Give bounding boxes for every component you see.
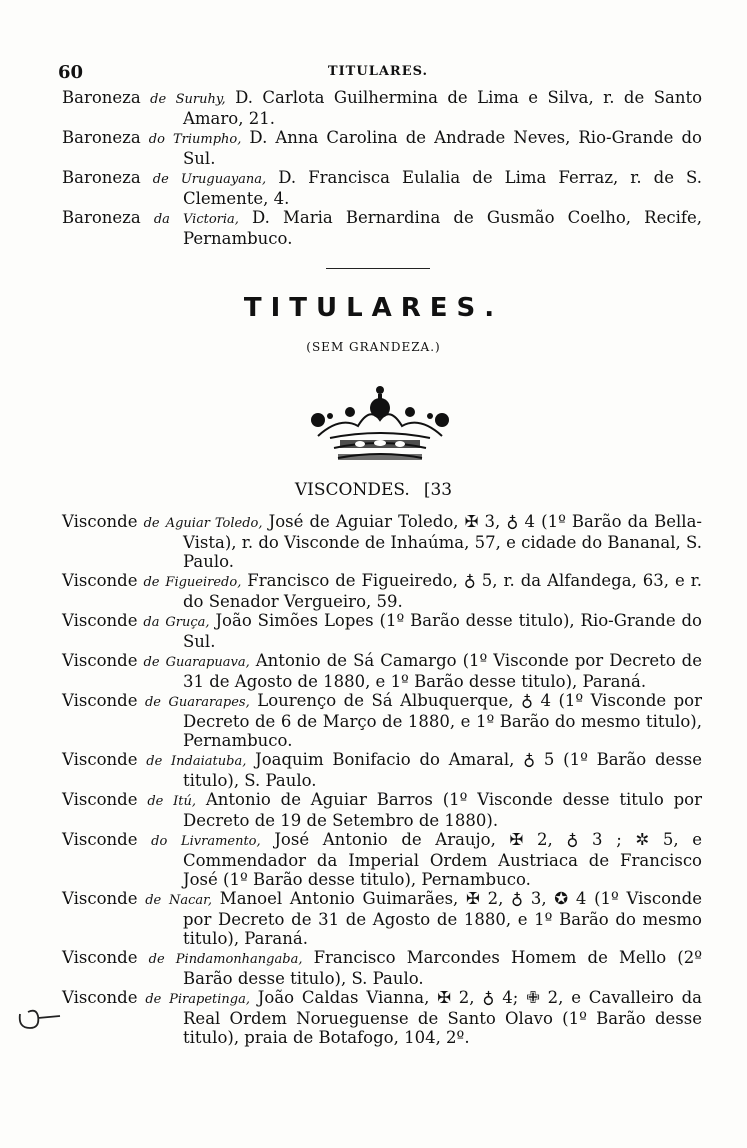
entry-lead: Visconde <box>62 691 138 710</box>
entry-lead: Visconde <box>62 651 138 670</box>
baroneza-list <box>62 88 702 248</box>
entry-text: Francisco Marcondes Homem de Mello (2º Barão desse titulo), S. Paulo. <box>183 948 702 988</box>
entry-item <box>62 208 702 248</box>
entry-item <box>62 611 702 651</box>
entry-lead: Visconde <box>62 830 138 849</box>
entry-item <box>62 651 702 691</box>
entry-item <box>62 691 702 750</box>
entry-title-name: Pindamonhangaba, <box>175 952 303 967</box>
handwritten-pointer-mark <box>16 1006 62 1036</box>
entry-text: Antonio de Aguiar Barros (1º Visconde desse titulo por Decreto de 19 de Setembro de 1880). <box>183 790 702 830</box>
section-divider <box>326 268 430 269</box>
entry-title-name: Livramento, <box>180 834 261 849</box>
running-title: TITULARES. <box>327 64 429 79</box>
entry-preposition: de <box>147 794 164 809</box>
entry-title-name: Guararapes, <box>168 695 250 710</box>
entry-item <box>62 948 702 988</box>
entry-lead: Visconde <box>62 790 138 809</box>
entry-preposition: de <box>143 655 160 670</box>
entry-preposition: do <box>148 132 165 147</box>
entry-preposition: de <box>144 695 161 710</box>
entry-title-name: Triumpho, <box>172 132 242 147</box>
entry-text: Manoel Antonio Guimarães, ✠ 2, ♁ 3, ✪ 4 (1º Visconde por Decreto de 31 de Agosto de 1880, e 1º Barão do mesmo titulo), Paraná. <box>183 889 703 948</box>
entry-preposition: da <box>153 212 170 227</box>
entry-item <box>62 571 702 611</box>
entry-title-name: Guarapuava, <box>165 655 250 670</box>
entry-text: Francisco de Figueiredo, ♁ 5, r. da Alfandega, 63, e r. do Senador Vergueiro, 59. <box>183 571 702 611</box>
entry-preposition: de <box>145 893 162 908</box>
entry-preposition: de <box>143 516 160 531</box>
viscondes-label: VISCONDES. <box>294 480 410 500</box>
entry-lead: Visconde <box>62 948 138 967</box>
entry-lead: Visconde <box>62 571 138 590</box>
entry-title-name: Aguiar Toledo, <box>165 516 263 531</box>
entry-item <box>62 790 702 830</box>
entry-preposition: do <box>151 834 168 849</box>
entry-text: Joaquim Bonifacio do Amaral, ♁ 5 (1º Barão desse titulo), S. Paulo. <box>183 750 703 790</box>
crown-icon <box>300 376 460 472</box>
entry-lead: Baroneza <box>62 208 141 227</box>
entry-preposition: de <box>150 92 167 107</box>
entry-title-name: Itú, <box>173 794 197 809</box>
viscondes-count: [33 <box>423 480 453 500</box>
entry-lead: Visconde <box>62 889 138 908</box>
entry-text: D. Anna Carolina de Andrade Neves, Rio-Grande do Sul. <box>183 128 702 168</box>
entry-lead: Visconde <box>62 750 138 769</box>
page-number: 60 <box>58 62 84 83</box>
entry-text: José Antonio de Araujo, ✠ 2, ♁ 3 ; ✲ 5, e Commendador da Imperial Ordem Austriaca de Francisco José (1º Barão desse titulo), Pernambuco. <box>183 830 703 889</box>
entry-item <box>62 512 702 571</box>
viscondes-heading <box>0 480 747 500</box>
entry-text: D. Maria Bernardina de Gusmão Coelho, Recife, Pernambuco. <box>183 208 702 248</box>
entry-text: D. Francisca Eulalia de Lima Ferraz, r. de S. Clemente, 4. <box>183 168 702 208</box>
entry-preposition: de <box>145 992 162 1007</box>
entry-preposition: de <box>148 952 165 967</box>
entry-lead: Baroneza <box>62 168 141 187</box>
section-subtitle: (SEM GRANDEZA.) <box>306 340 441 354</box>
entry-item <box>62 168 702 208</box>
entry-item <box>62 88 702 128</box>
entry-preposition: de <box>146 754 163 769</box>
entry-lead: Baroneza <box>62 88 141 107</box>
entry-title-name: Uruguayana, <box>180 172 267 187</box>
entry-text: João Caldas Vianna, ✠ 2, ♁ 4; ✙ 2, e Cavalleiro da Real Ordem Norueguense de Santo Olavo (1º Barão desse titulo), praia de Botafogo, 104, 2º. <box>183 988 703 1047</box>
entry-title-name: Pirapetinga, <box>169 992 250 1007</box>
entry-title-name: Indaiatuba, <box>171 754 247 769</box>
entry-text: D. Carlota Guilhermina de Lima e Silva, r. de Santo Amaro, 21. <box>183 88 703 128</box>
entry-lead: Visconde <box>62 988 138 1007</box>
entry-lead: Baroneza <box>62 128 141 147</box>
entry-preposition: de <box>143 575 160 590</box>
entry-text: João Simões Lopes (1º Barão desse titulo), Rio-Grande do Sul. <box>183 611 702 651</box>
viscondes-list <box>62 512 702 1047</box>
entry-item <box>62 988 702 1047</box>
entry-preposition: de <box>152 172 169 187</box>
entry-title-name: Gruça, <box>165 615 210 630</box>
entry-title-name: Figueiredo, <box>165 575 242 590</box>
entry-title-name: Victoria, <box>183 212 239 227</box>
entry-item <box>62 889 702 948</box>
entry-item <box>62 830 702 889</box>
entry-title-name: Suruhy, <box>175 92 226 107</box>
page-header <box>58 62 698 84</box>
entry-lead: Visconde <box>62 611 138 630</box>
entry-text: José de Aguiar Toledo, ✠ 3, ♁ 4 (1º Barão da Bella-Vista), r. do Visconde de Inhaúma, 57, e cidade do Bananal, S. Paulo. <box>183 512 702 571</box>
entry-text: Antonio de Sá Camargo (1º Visconde por Decreto de 31 de Agosto de 1880, e 1º Barão desse titulo), Paraná. <box>183 651 703 691</box>
entry-item <box>62 128 702 168</box>
entry-lead: Visconde <box>62 512 138 531</box>
entry-preposition: da <box>143 615 160 630</box>
entry-title-name: Nacar, <box>168 893 213 908</box>
entry-text: Lourenço de Sá Albuquerque, ♁ 4 (1º Visconde por Decreto de 6 de Março de 1880, e 1º Barão do mesmo titulo), Pernambuco. <box>183 691 703 750</box>
entry-item <box>62 750 702 790</box>
section-title: TITULARES. <box>243 293 504 323</box>
